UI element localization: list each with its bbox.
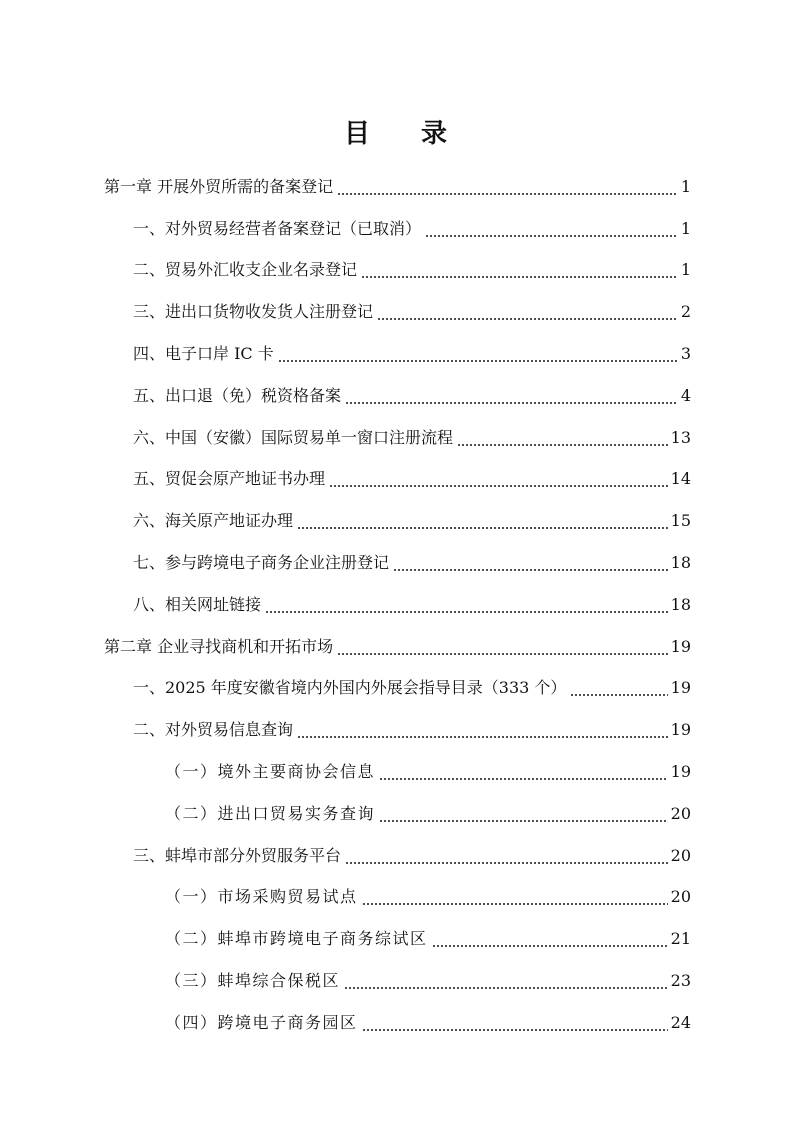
- toc-entry-label: 六、海关原产地证办理: [133, 511, 294, 531]
- toc-entry[interactable]: [0, 208, 793, 250]
- toc-entry-label: 二、贸易外汇收支企业名录登记: [133, 260, 358, 280]
- toc-page-number: 2: [680, 302, 691, 322]
- toc-entry[interactable]: [0, 626, 793, 668]
- dot-leader: [345, 402, 678, 404]
- dot-leader: [570, 694, 667, 696]
- toc-entry-label: （一）市场采购贸易试点: [165, 887, 358, 907]
- toc-entry-label: （四）跨境电子商务园区: [165, 1012, 358, 1032]
- toc-page-number: 23: [670, 971, 691, 991]
- toc-entry[interactable]: [0, 417, 793, 459]
- table-of-contents: [0, 166, 793, 1044]
- toc-page-number: 20: [670, 845, 691, 865]
- toc-entry-label: 六、中国（安徽）国际贸易单一窗口注册流程: [133, 427, 454, 447]
- dot-leader: [457, 444, 668, 446]
- toc-entry-label: 五、贸促会原产地证书办理: [133, 469, 326, 489]
- toc-page-number: 3: [680, 344, 691, 364]
- toc-entry-label: 三、蚌埠市部分外贸服务平台: [133, 845, 342, 865]
- toc-page-number: 19: [670, 678, 691, 698]
- toc-entry-label: 三、进出口货物收发货人注册登记: [133, 302, 374, 322]
- toc-page-number: 18: [670, 594, 691, 614]
- toc-entry-label: 五、出口退（免）税资格备案: [133, 385, 342, 405]
- dot-leader: [379, 778, 668, 780]
- toc-entry[interactable]: [0, 709, 793, 751]
- toc-entry-label: （三）蚌埠综合保税区: [165, 971, 341, 991]
- dot-leader: [345, 862, 668, 864]
- toc-page-number: 20: [670, 803, 691, 823]
- toc-entry-label: 一、2025 年度安徽省境内外国内外展会指导目录（333 个）: [133, 678, 567, 698]
- dot-leader: [425, 235, 678, 237]
- toc-entry[interactable]: [0, 500, 793, 542]
- toc-entry[interactable]: [0, 166, 793, 208]
- dot-leader: [278, 360, 678, 362]
- dot-leader: [297, 527, 668, 529]
- dot-leader: [265, 611, 668, 613]
- dot-leader: [432, 945, 668, 947]
- toc-entry-label: （二）进出口贸易实务查询: [165, 803, 376, 823]
- dot-leader: [329, 485, 668, 487]
- toc-entry-label: 七、参与跨境电子商务企业注册登记: [133, 553, 390, 573]
- toc-entry-label: 第二章 企业寻找商机和开拓市场: [104, 636, 334, 656]
- dot-leader: [377, 318, 678, 320]
- toc-entry[interactable]: [0, 375, 793, 417]
- toc-page-number: 1: [680, 260, 691, 280]
- toc-page-number: 4: [680, 385, 691, 405]
- dot-leader: [379, 820, 668, 822]
- toc-entry[interactable]: [0, 459, 793, 501]
- toc-page-number: 13: [670, 427, 691, 447]
- toc-entry[interactable]: [0, 960, 793, 1002]
- toc-page-number: 20: [670, 887, 691, 907]
- toc-page-number: 19: [670, 636, 691, 656]
- page-title: 目 录: [343, 119, 450, 150]
- dot-leader: [297, 736, 668, 738]
- toc-entry-label: 第一章 开展外贸所需的备案登记: [104, 176, 334, 196]
- dot-leader: [393, 569, 668, 571]
- toc-entry[interactable]: [0, 793, 793, 835]
- dot-leader: [344, 987, 668, 989]
- toc-entry-label: 八、相关网址链接: [133, 594, 262, 614]
- toc-entry[interactable]: [0, 668, 793, 710]
- toc-page-number: 14: [670, 469, 691, 489]
- toc-page-number: 1: [680, 176, 691, 196]
- toc-entry-label: 一、对外贸易经营者备案登记（已取消）: [133, 218, 422, 238]
- toc-entry[interactable]: [0, 584, 793, 626]
- toc-page-number: 24: [670, 1012, 691, 1032]
- toc-entry-label: （一）境外主要商协会信息: [165, 762, 376, 782]
- toc-entry[interactable]: [0, 835, 793, 877]
- toc-entry-label: （二）蚌埠市跨境电子商务综试区: [165, 929, 428, 949]
- toc-entry-label: 四、电子口岸 IC 卡: [133, 344, 274, 364]
- toc-entry[interactable]: [0, 250, 793, 292]
- toc-page-number: 19: [670, 720, 691, 740]
- toc-entry[interactable]: [0, 1002, 793, 1044]
- toc-page-number: 18: [670, 553, 691, 573]
- dot-leader: [361, 276, 678, 278]
- toc-entry[interactable]: [0, 333, 793, 375]
- toc-entry-label: 二、对外贸易信息查询: [133, 720, 294, 740]
- toc-page-number: 21: [670, 929, 691, 949]
- toc-page-number: 1: [680, 218, 691, 238]
- toc-entry[interactable]: [0, 918, 793, 960]
- dot-leader: [362, 903, 668, 905]
- toc-entry[interactable]: [0, 291, 793, 333]
- toc-page-number: 19: [670, 762, 691, 782]
- dot-leader: [337, 653, 668, 655]
- toc-entry[interactable]: [0, 877, 793, 919]
- toc-entry[interactable]: [0, 542, 793, 584]
- toc-entry[interactable]: [0, 751, 793, 793]
- dot-leader: [362, 1029, 668, 1031]
- toc-page-number: 15: [670, 511, 691, 531]
- dot-leader: [337, 193, 678, 195]
